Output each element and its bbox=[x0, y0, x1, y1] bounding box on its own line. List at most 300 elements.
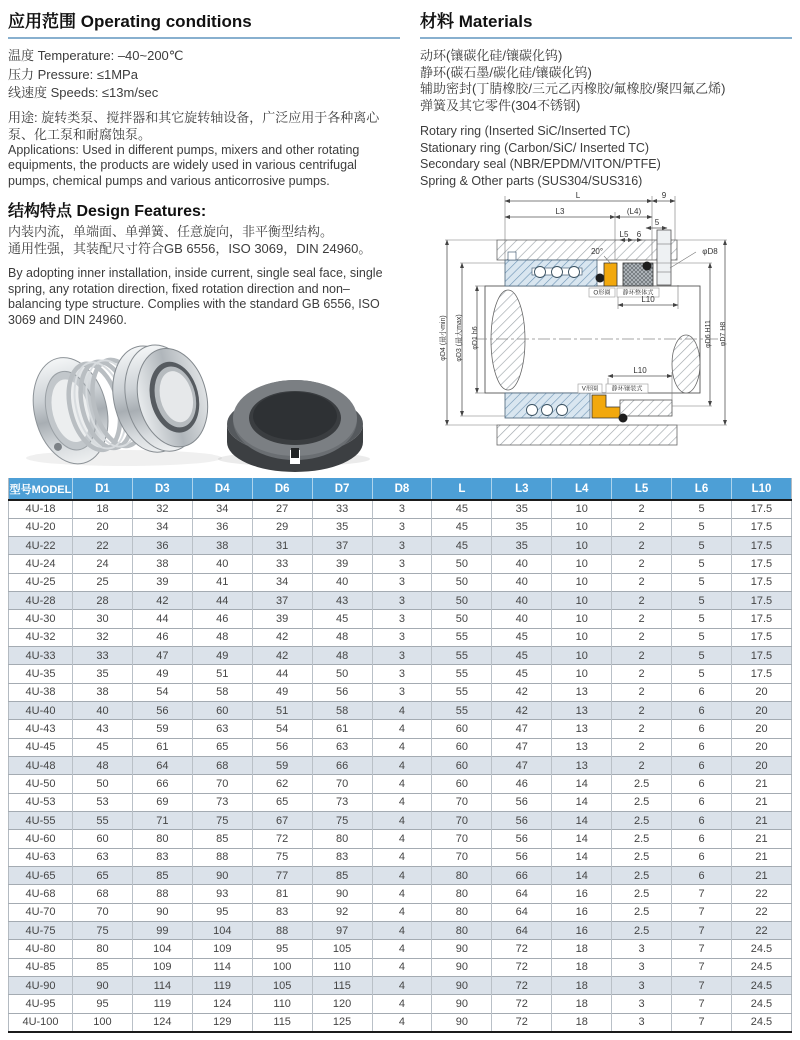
value-cell: 5 bbox=[672, 537, 732, 555]
value-cell: 4 bbox=[372, 867, 432, 885]
value-cell: 3 bbox=[372, 592, 432, 610]
value-cell: 28 bbox=[73, 592, 133, 610]
value-cell: 124 bbox=[192, 995, 252, 1013]
value-cell: 95 bbox=[252, 940, 312, 958]
materials-title-rule bbox=[420, 37, 792, 39]
operating-title: 应用范围 Operating conditions bbox=[8, 12, 252, 31]
value-cell: 51 bbox=[252, 702, 312, 720]
value-cell: 24.5 bbox=[731, 995, 791, 1013]
value-cell: 18 bbox=[552, 977, 612, 995]
value-cell: 56 bbox=[312, 683, 372, 701]
stationary-seat-inserted bbox=[620, 400, 672, 416]
value-cell: 22 bbox=[731, 903, 791, 921]
value-cell: 55 bbox=[432, 683, 492, 701]
value-cell: 92 bbox=[312, 903, 372, 921]
value-cell: 22 bbox=[731, 885, 791, 903]
value-cell: 10 bbox=[552, 537, 612, 555]
value-cell: 61 bbox=[312, 720, 372, 738]
value-cell: 80 bbox=[432, 867, 492, 885]
seal-face-seat bbox=[604, 263, 617, 286]
value-cell: 6 bbox=[672, 683, 732, 701]
value-cell: 4 bbox=[372, 940, 432, 958]
column-header-d7: D7 bbox=[312, 478, 372, 500]
value-cell: 10 bbox=[552, 647, 612, 665]
value-cell: 17.5 bbox=[731, 647, 791, 665]
value-cell: 2 bbox=[612, 518, 672, 536]
model-cell: 4U-68 bbox=[25, 888, 56, 901]
value-cell: 17.5 bbox=[731, 592, 791, 610]
value-cell: 70 bbox=[73, 903, 133, 921]
model-cell: 4U-18 bbox=[25, 503, 56, 516]
value-cell: 73 bbox=[312, 793, 372, 811]
value-cell: 110 bbox=[312, 958, 372, 976]
value-cell: 80 bbox=[432, 903, 492, 921]
value-cell: 10 bbox=[552, 500, 612, 518]
value-cell: 34 bbox=[132, 518, 192, 536]
value-cell: 24.5 bbox=[731, 958, 791, 976]
column-header-d8: D8 bbox=[372, 478, 432, 500]
value-cell: 40 bbox=[492, 610, 552, 628]
column-header-l: L bbox=[432, 478, 492, 500]
value-cell: 125 bbox=[312, 1013, 372, 1031]
value-cell: 41 bbox=[192, 573, 252, 591]
value-cell: 68 bbox=[192, 757, 252, 775]
value-cell: 73 bbox=[192, 793, 252, 811]
table-row bbox=[9, 610, 792, 628]
value-cell: 50 bbox=[432, 555, 492, 573]
value-cell: 3 bbox=[612, 1013, 672, 1031]
value-cell: 3 bbox=[372, 537, 432, 555]
value-cell: 114 bbox=[132, 977, 192, 995]
value-cell: 75 bbox=[73, 922, 133, 940]
technical-diagram bbox=[420, 188, 792, 475]
value-cell: 83 bbox=[252, 903, 312, 921]
value-cell: 17.5 bbox=[731, 500, 791, 518]
value-cell: 2 bbox=[612, 665, 672, 683]
value-cell: 2 bbox=[612, 702, 672, 720]
value-cell: 5 bbox=[672, 610, 732, 628]
operating-title-rule bbox=[8, 37, 400, 39]
value-cell: 4 bbox=[372, 775, 432, 793]
value-cell: 119 bbox=[132, 995, 192, 1013]
value-cell: 72 bbox=[252, 830, 312, 848]
dim-D6: φD6 H11 bbox=[705, 320, 712, 348]
value-cell: 33 bbox=[252, 555, 312, 573]
value-cell: 4 bbox=[372, 1013, 432, 1031]
table-row bbox=[9, 573, 792, 591]
value-cell: 22 bbox=[731, 922, 791, 940]
value-cell: 5 bbox=[672, 628, 732, 646]
value-cell: 85 bbox=[312, 867, 372, 885]
material-cn-rotary: 动环(镶碳化硅/镶碳化钨) bbox=[420, 48, 563, 63]
table-row bbox=[9, 977, 792, 995]
value-cell: 2 bbox=[612, 683, 672, 701]
value-cell: 4 bbox=[372, 720, 432, 738]
value-cell: 21 bbox=[731, 793, 791, 811]
value-cell: 14 bbox=[552, 793, 612, 811]
value-cell: 129 bbox=[192, 1013, 252, 1031]
value-cell: 2.5 bbox=[612, 775, 672, 793]
value-cell: 95 bbox=[73, 995, 133, 1013]
value-cell: 70 bbox=[432, 793, 492, 811]
table-row bbox=[9, 537, 792, 555]
value-cell: 17.5 bbox=[731, 573, 791, 591]
value-cell: 90 bbox=[432, 940, 492, 958]
value-cell: 93 bbox=[192, 885, 252, 903]
table-row bbox=[9, 518, 792, 536]
value-cell: 25 bbox=[73, 573, 133, 591]
table-row bbox=[9, 702, 792, 720]
model-cell: 4U-20 bbox=[25, 521, 56, 534]
value-cell: 80 bbox=[432, 922, 492, 940]
table-row bbox=[9, 665, 792, 683]
features-cn-2: 通用性强，其装配尺寸符合GB 6556，ISO 3069，DIN 24960。 bbox=[8, 241, 372, 256]
value-cell: 95 bbox=[192, 903, 252, 921]
value-cell: 3 bbox=[372, 518, 432, 536]
value-cell: 13 bbox=[552, 702, 612, 720]
value-cell: 5 bbox=[672, 592, 732, 610]
value-cell: 55 bbox=[432, 665, 492, 683]
v-ring-seat bbox=[592, 395, 620, 418]
value-cell: 35 bbox=[492, 500, 552, 518]
value-cell: 46 bbox=[492, 775, 552, 793]
dim-angle: 20° bbox=[590, 247, 604, 256]
value-cell: 6 bbox=[672, 830, 732, 848]
value-cell: 4 bbox=[372, 812, 432, 830]
operating-conditions-section bbox=[8, 7, 400, 328]
value-cell: 124 bbox=[132, 1013, 192, 1031]
value-cell: 2 bbox=[612, 573, 672, 591]
value-cell: 45 bbox=[492, 665, 552, 683]
label-v-ring: V形圈 bbox=[581, 385, 599, 393]
value-cell: 50 bbox=[73, 775, 133, 793]
model-cell: 4U-60 bbox=[25, 833, 56, 846]
dim-L5: L5 bbox=[619, 230, 629, 239]
value-cell: 2.5 bbox=[612, 830, 672, 848]
value-cell: 46 bbox=[192, 610, 252, 628]
value-cell: 17.5 bbox=[731, 628, 791, 646]
value-cell: 5 bbox=[672, 665, 732, 683]
value-cell: 71 bbox=[132, 812, 192, 830]
value-cell: 38 bbox=[132, 555, 192, 573]
value-cell: 48 bbox=[192, 628, 252, 646]
cross-section-drawing bbox=[420, 188, 792, 475]
value-cell: 54 bbox=[132, 683, 192, 701]
value-cell: 64 bbox=[492, 922, 552, 940]
model-cell: 4U-95 bbox=[25, 998, 56, 1011]
dim-D3: φD3 (最大max) bbox=[456, 314, 463, 362]
value-cell: 7 bbox=[672, 958, 732, 976]
value-cell: 18 bbox=[552, 958, 612, 976]
value-cell: 55 bbox=[432, 628, 492, 646]
value-cell: 90 bbox=[73, 977, 133, 995]
value-cell: 45 bbox=[432, 537, 492, 555]
usage-cn: 用途: 旋转类泵、搅拌器和其它旋转轴设备，广泛应用于各种离心泵、化工泵和耐腐蚀泵。 bbox=[8, 109, 380, 142]
value-cell: 70 bbox=[312, 775, 372, 793]
value-cell: 10 bbox=[552, 518, 612, 536]
value-cell: 90 bbox=[432, 1013, 492, 1031]
value-cell: 43 bbox=[312, 592, 372, 610]
value-cell: 61 bbox=[132, 738, 192, 756]
value-cell: 90 bbox=[192, 867, 252, 885]
dim-D4: φD4 (最小min) bbox=[440, 315, 447, 361]
model-cell: 4U-38 bbox=[25, 686, 56, 699]
value-cell: 18 bbox=[552, 940, 612, 958]
value-cell: 90 bbox=[432, 977, 492, 995]
value-cell: 44 bbox=[252, 665, 312, 683]
value-cell: 16 bbox=[552, 922, 612, 940]
value-cell: 75 bbox=[252, 848, 312, 866]
value-cell: 6 bbox=[672, 702, 732, 720]
material-en-spring: Spring & Other parts (SUS304/SUS316) bbox=[420, 173, 643, 188]
table-row bbox=[9, 830, 792, 848]
value-cell: 109 bbox=[192, 940, 252, 958]
value-cell: 59 bbox=[132, 720, 192, 738]
value-cell: 55 bbox=[432, 647, 492, 665]
value-cell: 2 bbox=[612, 628, 672, 646]
value-cell: 2.5 bbox=[612, 848, 672, 866]
value-cell: 2 bbox=[612, 757, 672, 775]
value-cell: 7 bbox=[672, 940, 732, 958]
value-cell: 83 bbox=[312, 848, 372, 866]
value-cell: 55 bbox=[73, 812, 133, 830]
model-cell: 4U-32 bbox=[25, 631, 56, 644]
model-cell: 4U-63 bbox=[25, 851, 56, 864]
value-cell: 17.5 bbox=[731, 610, 791, 628]
value-cell: 2 bbox=[612, 610, 672, 628]
table-row bbox=[9, 555, 792, 573]
value-cell: 90 bbox=[132, 903, 192, 921]
value-cell: 39 bbox=[132, 573, 192, 591]
value-cell: 65 bbox=[192, 738, 252, 756]
value-cell: 4 bbox=[372, 922, 432, 940]
value-cell: 59 bbox=[252, 757, 312, 775]
dim-9: 9 bbox=[661, 191, 667, 200]
column-header-model: 型号MODEL bbox=[9, 478, 73, 500]
value-cell: 69 bbox=[132, 793, 192, 811]
value-cell: 13 bbox=[552, 720, 612, 738]
value-cell: 77 bbox=[252, 867, 312, 885]
model-cell: 4U-22 bbox=[25, 539, 56, 552]
value-cell: 22 bbox=[73, 537, 133, 555]
value-cell: 13 bbox=[552, 738, 612, 756]
value-cell: 24.5 bbox=[731, 940, 791, 958]
materials-section bbox=[420, 7, 792, 189]
value-cell: 62 bbox=[252, 775, 312, 793]
value-cell: 33 bbox=[312, 500, 372, 518]
value-cell: 90 bbox=[432, 995, 492, 1013]
value-cell: 34 bbox=[252, 573, 312, 591]
value-cell: 40 bbox=[492, 555, 552, 573]
value-cell: 42 bbox=[492, 702, 552, 720]
value-cell: 105 bbox=[312, 940, 372, 958]
model-cell: 4U-40 bbox=[25, 704, 56, 717]
material-cn-secondary: 辅助密封(丁腈橡胶/三元乙丙橡胶/氟橡胶/聚四氟乙烯) bbox=[420, 81, 726, 96]
table-row bbox=[9, 903, 792, 921]
value-cell: 2.5 bbox=[612, 885, 672, 903]
value-cell: 81 bbox=[252, 885, 312, 903]
value-cell: 50 bbox=[432, 610, 492, 628]
value-cell: 5 bbox=[672, 500, 732, 518]
value-cell: 2.5 bbox=[612, 867, 672, 885]
value-cell: 105 bbox=[252, 977, 312, 995]
value-cell: 32 bbox=[132, 500, 192, 518]
model-cell: 4U-43 bbox=[25, 723, 56, 736]
value-cell: 18 bbox=[552, 995, 612, 1013]
value-cell: 27 bbox=[252, 500, 312, 518]
value-cell: 63 bbox=[312, 738, 372, 756]
value-cell: 56 bbox=[492, 830, 552, 848]
value-cell: 36 bbox=[192, 518, 252, 536]
model-cell: 4U-100 bbox=[22, 1016, 59, 1029]
dim-L: L bbox=[575, 191, 581, 200]
value-cell: 37 bbox=[312, 537, 372, 555]
value-cell: 2 bbox=[612, 647, 672, 665]
value-cell: 10 bbox=[552, 610, 612, 628]
value-cell: 17.5 bbox=[731, 537, 791, 555]
usage-en: Applications: Used in different pumps, mixers and other rotating equipments, the products are widely used in various centrifugal pumps, chemical pumps and various anticorrosive pumps. bbox=[8, 142, 360, 188]
model-cell: 4U-24 bbox=[25, 558, 56, 571]
value-cell: 14 bbox=[552, 830, 612, 848]
pressure-line: 压力 Pressure: ≤1MPa bbox=[8, 66, 138, 82]
value-cell: 14 bbox=[552, 867, 612, 885]
value-cell: 60 bbox=[432, 757, 492, 775]
value-cell: 4 bbox=[372, 958, 432, 976]
value-cell: 50 bbox=[432, 592, 492, 610]
value-cell: 33 bbox=[73, 647, 133, 665]
value-cell: 110 bbox=[252, 995, 312, 1013]
model-cell: 4U-75 bbox=[25, 924, 56, 937]
speed-line: 线速度 Speeds: ≤13m/sec bbox=[8, 85, 159, 100]
features-en: By adopting inner installation, inside current, single seal face, single spring, any rotation direction, fixed rotation direction and non–balancing type structure. Complies with the standard GB 6556, ISO 3069 and DIN 24960. bbox=[8, 266, 383, 327]
value-cell: 64 bbox=[492, 903, 552, 921]
value-cell: 37 bbox=[252, 592, 312, 610]
value-cell: 55 bbox=[432, 702, 492, 720]
dim-D8: φD8 bbox=[702, 247, 718, 256]
value-cell: 7 bbox=[672, 903, 732, 921]
table-header bbox=[9, 478, 792, 500]
o-ring bbox=[596, 274, 605, 283]
value-cell: 46 bbox=[132, 628, 192, 646]
value-cell: 29 bbox=[252, 518, 312, 536]
value-cell: 24.5 bbox=[731, 1013, 791, 1031]
value-cell: 6 bbox=[672, 848, 732, 866]
model-cell: 4U-53 bbox=[25, 796, 56, 809]
value-cell: 56 bbox=[252, 738, 312, 756]
value-cell: 80 bbox=[73, 940, 133, 958]
value-cell: 47 bbox=[492, 738, 552, 756]
value-cell: 39 bbox=[312, 555, 372, 573]
table-row bbox=[9, 848, 792, 866]
column-header-l10: L10 bbox=[731, 478, 791, 500]
dim-D7: φD7 H8 bbox=[720, 321, 727, 347]
model-cell: 4U-70 bbox=[25, 906, 56, 919]
value-cell: 80 bbox=[132, 830, 192, 848]
value-cell: 60 bbox=[432, 738, 492, 756]
value-cell: 72 bbox=[492, 995, 552, 1013]
value-cell: 35 bbox=[312, 518, 372, 536]
value-cell: 45 bbox=[432, 518, 492, 536]
material-cn-spring: 弹簧及其它零件(304不锈钢) bbox=[420, 97, 581, 113]
table-row bbox=[9, 592, 792, 610]
material-en-rotary: Rotary ring (Inserted SiC/Inserted TC) bbox=[420, 124, 631, 138]
value-cell: 48 bbox=[312, 647, 372, 665]
value-cell: 2.5 bbox=[612, 812, 672, 830]
value-cell: 40 bbox=[492, 592, 552, 610]
value-cell: 60 bbox=[432, 720, 492, 738]
model-cell: 4U-65 bbox=[25, 869, 56, 882]
value-cell: 32 bbox=[73, 628, 133, 646]
value-cell: 3 bbox=[612, 958, 672, 976]
value-cell: 7 bbox=[672, 1013, 732, 1031]
model-cell: 4U-33 bbox=[25, 649, 56, 662]
table-row bbox=[9, 500, 792, 518]
value-cell: 72 bbox=[492, 940, 552, 958]
value-cell: 16 bbox=[552, 903, 612, 921]
value-cell: 14 bbox=[552, 812, 612, 830]
value-cell: 5 bbox=[672, 573, 732, 591]
column-header-d3: D3 bbox=[132, 478, 192, 500]
value-cell: 4 bbox=[372, 738, 432, 756]
model-cell: 4U-45 bbox=[25, 741, 56, 754]
value-cell: 6 bbox=[672, 793, 732, 811]
value-cell: 2 bbox=[612, 720, 672, 738]
value-cell: 65 bbox=[73, 867, 133, 885]
value-cell: 54 bbox=[252, 720, 312, 738]
label-seat-integral: 静环整体式 bbox=[622, 289, 654, 297]
value-cell: 2.5 bbox=[612, 922, 672, 940]
lower-seal-assembly bbox=[505, 393, 672, 423]
value-cell: 67 bbox=[252, 812, 312, 830]
temperature-line: 温度 Temperature: –40~200℃ bbox=[8, 48, 184, 63]
value-cell: 30 bbox=[73, 610, 133, 628]
table-row bbox=[9, 922, 792, 940]
value-cell: 4 bbox=[372, 885, 432, 903]
value-cell: 21 bbox=[731, 848, 791, 866]
column-header-d1: D1 bbox=[73, 478, 133, 500]
value-cell: 20 bbox=[731, 683, 791, 701]
value-cell: 51 bbox=[192, 665, 252, 683]
value-cell: 10 bbox=[552, 628, 612, 646]
value-cell: 5 bbox=[672, 647, 732, 665]
value-cell: 66 bbox=[132, 775, 192, 793]
value-cell: 64 bbox=[132, 757, 192, 775]
value-cell: 80 bbox=[312, 830, 372, 848]
value-cell: 49 bbox=[132, 665, 192, 683]
materials-title: 材料 Materials bbox=[420, 12, 533, 31]
value-cell: 31 bbox=[252, 537, 312, 555]
dimensions-table bbox=[8, 478, 792, 1033]
value-cell: 6 bbox=[672, 738, 732, 756]
housing-top bbox=[497, 240, 677, 260]
value-cell: 18 bbox=[552, 1013, 612, 1031]
value-cell: 3 bbox=[372, 555, 432, 573]
table-row bbox=[9, 885, 792, 903]
value-cell: 7 bbox=[672, 922, 732, 940]
value-cell: 5 bbox=[672, 555, 732, 573]
value-cell: 45 bbox=[492, 647, 552, 665]
value-cell: 4 bbox=[372, 903, 432, 921]
dim-L10-top: L10 bbox=[641, 295, 655, 304]
value-cell: 45 bbox=[312, 610, 372, 628]
value-cell: 7 bbox=[672, 995, 732, 1013]
model-cell: 4U-90 bbox=[25, 979, 56, 992]
value-cell: 60 bbox=[192, 702, 252, 720]
value-cell: 3 bbox=[372, 573, 432, 591]
label-o-ring: O形圈 bbox=[593, 289, 611, 297]
value-cell: 5 bbox=[672, 518, 732, 536]
value-cell: 119 bbox=[192, 977, 252, 995]
